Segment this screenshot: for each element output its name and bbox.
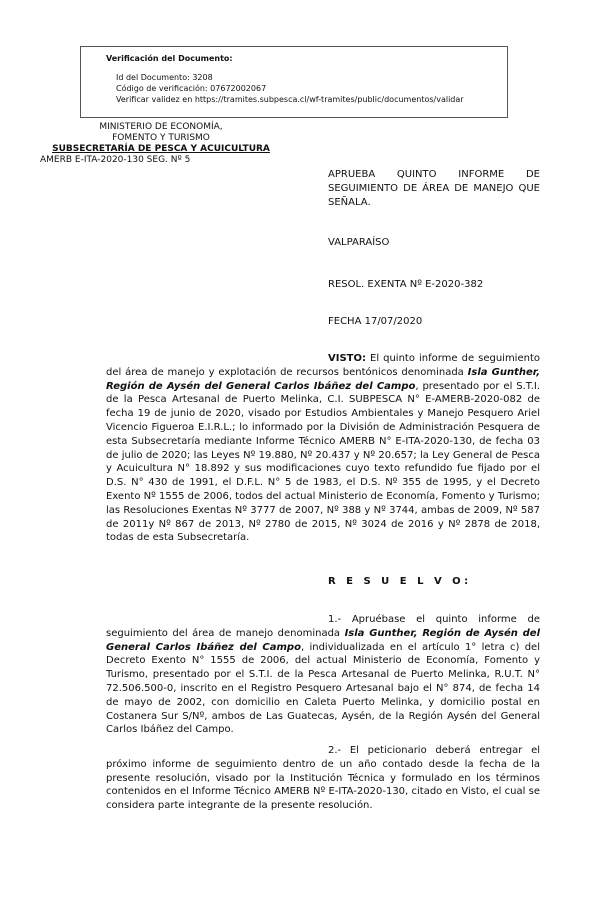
verification-code: • Código de verificación: 07672002067 bbox=[116, 83, 499, 94]
resolution-title: APRUEBA QUINTO INFORME DE SEGUIMIENTO DE ÁREA DE MANEJO QUE SEÑALA. bbox=[328, 169, 540, 208]
p1-text-a: 1.- Apruébase el quinto informe de seguimiento del área de manejo denominada bbox=[106, 614, 540, 639]
resolution-paragraph-2: 2.- El peticionario deberá entregar el próximo informe de seguimiento dentro de un año contado desde la fecha de la presente resolución, visado por la Institución Técnica y formulado en los términos contenidos en el Informe Técnico AMERB Nº E-ITA-2020-130, citado en Visto, el cual se considera parte integrante de la presente resolución. bbox=[106, 745, 540, 812]
verification-title: Verificación del Documento: bbox=[106, 54, 233, 63]
document-code: AMERB E-ITA-2020-130 SEG. Nº 5 bbox=[40, 155, 191, 165]
verification-list bbox=[106, 72, 499, 105]
document-id: • Id del Documento: 3208 bbox=[116, 72, 499, 83]
verification-url[interactable]: • Verificar validez en https://tramites.subpesca.cl/wf-tramites/public/documentos/validar bbox=[116, 94, 499, 105]
ministry-header bbox=[36, 122, 286, 166]
resolution-number: RESOL. EXENTA Nº E-2020-382 bbox=[328, 279, 484, 290]
visto-area-name: Isla Gunther, Región de Aysén del General Carlos Ibáñez del Campo bbox=[106, 366, 540, 392]
resolution-date: FECHA 17/07/2020 bbox=[328, 316, 423, 327]
p1-area-name: Isla Gunther, Región de Aysén del General Carlos Ibáñez del Campo bbox=[106, 627, 541, 653]
resolution-place: VALPARAÍSO bbox=[328, 237, 390, 248]
verification-box bbox=[80, 46, 508, 118]
ministry-name: MINISTERIO DE ECONOMÍA, bbox=[99, 122, 223, 132]
p1-text-b: , individualizada en el artículo 1° letra c) del Decreto Exento N° 1555 de 2006, del actual Ministerio de Economía, Fomento y Turismo, presentado por el S.T.I. de la Pesca Artesanal de Puerto Melinka, R.U.T. N° 72.506.500-0, inscrito en el Registro Pesquero Artesanal bajo el N° 874, de fecha 14 de mayo de 2002, con domicilio en Caleta Puerto Melinka, y domicilio postal en Costanera Sur S/Nº, ambos de Las Guatecas, Aysén, de la Región Aysén del General Carlos Ibáñez del Campo. bbox=[106, 641, 540, 736]
resolution-paragraph-1 bbox=[106, 613, 540, 737]
subsecretaria-name: SUBSECRETARÍA DE PESCA Y ACUICULTURA bbox=[52, 144, 270, 154]
ministry-name-line2: FOMENTO Y TURISMO bbox=[112, 133, 210, 143]
visto-text-a: El quinto informe de seguimiento del área de manejo y explotación de recursos bentónicos denominada bbox=[106, 353, 540, 378]
resuelvo-heading: R E S U E L V O: bbox=[328, 576, 472, 587]
visto-label: VISTO: bbox=[328, 353, 366, 364]
visto-text-b: , presentado por el S.T.I. de la Pesca Artesanal de Puerto Melinka, C.I. SUBPESCA N° E-AMERB-2020-082 de fecha 19 de junio de 2020, visado por Estudios Ambientales y Manejo Pesquero Ariel Vicencio Figueroa E.I.R.L.; lo informado por la División de Administración Pesquera de esta Subsecretaría mediante Informe Técnico AMERB N° E-ITA-2020-130, de fecha 03 de julio de 2020; las Leyes Nº 19.880, Nº 20.437 y Nº 20.657; la Ley General de Pesca y Acuicultura N° 18.892 y sus modificaciones cuyo texto refundido fue fijado por el D.S. N° 430 de 1991, el D.F.L. N° 5 de 1983, el D.S. Nº 355 de 1995, y el Decreto Exento Nº 1555 de 2006, todos del actual Ministerio de Economía, Fomento y Turismo; las Resoluciones Exentas Nº 3777 de 2007, Nº 388 y Nº 3744, ambas de 2009, Nº 587 de 2011y Nº 867 de 2013, Nº 2780 de 2015, Nº 3024 de 2016 y Nº 2878 de 2018, todas de esta Subsecretaría. bbox=[106, 380, 541, 544]
visto-paragraph bbox=[106, 352, 540, 545]
